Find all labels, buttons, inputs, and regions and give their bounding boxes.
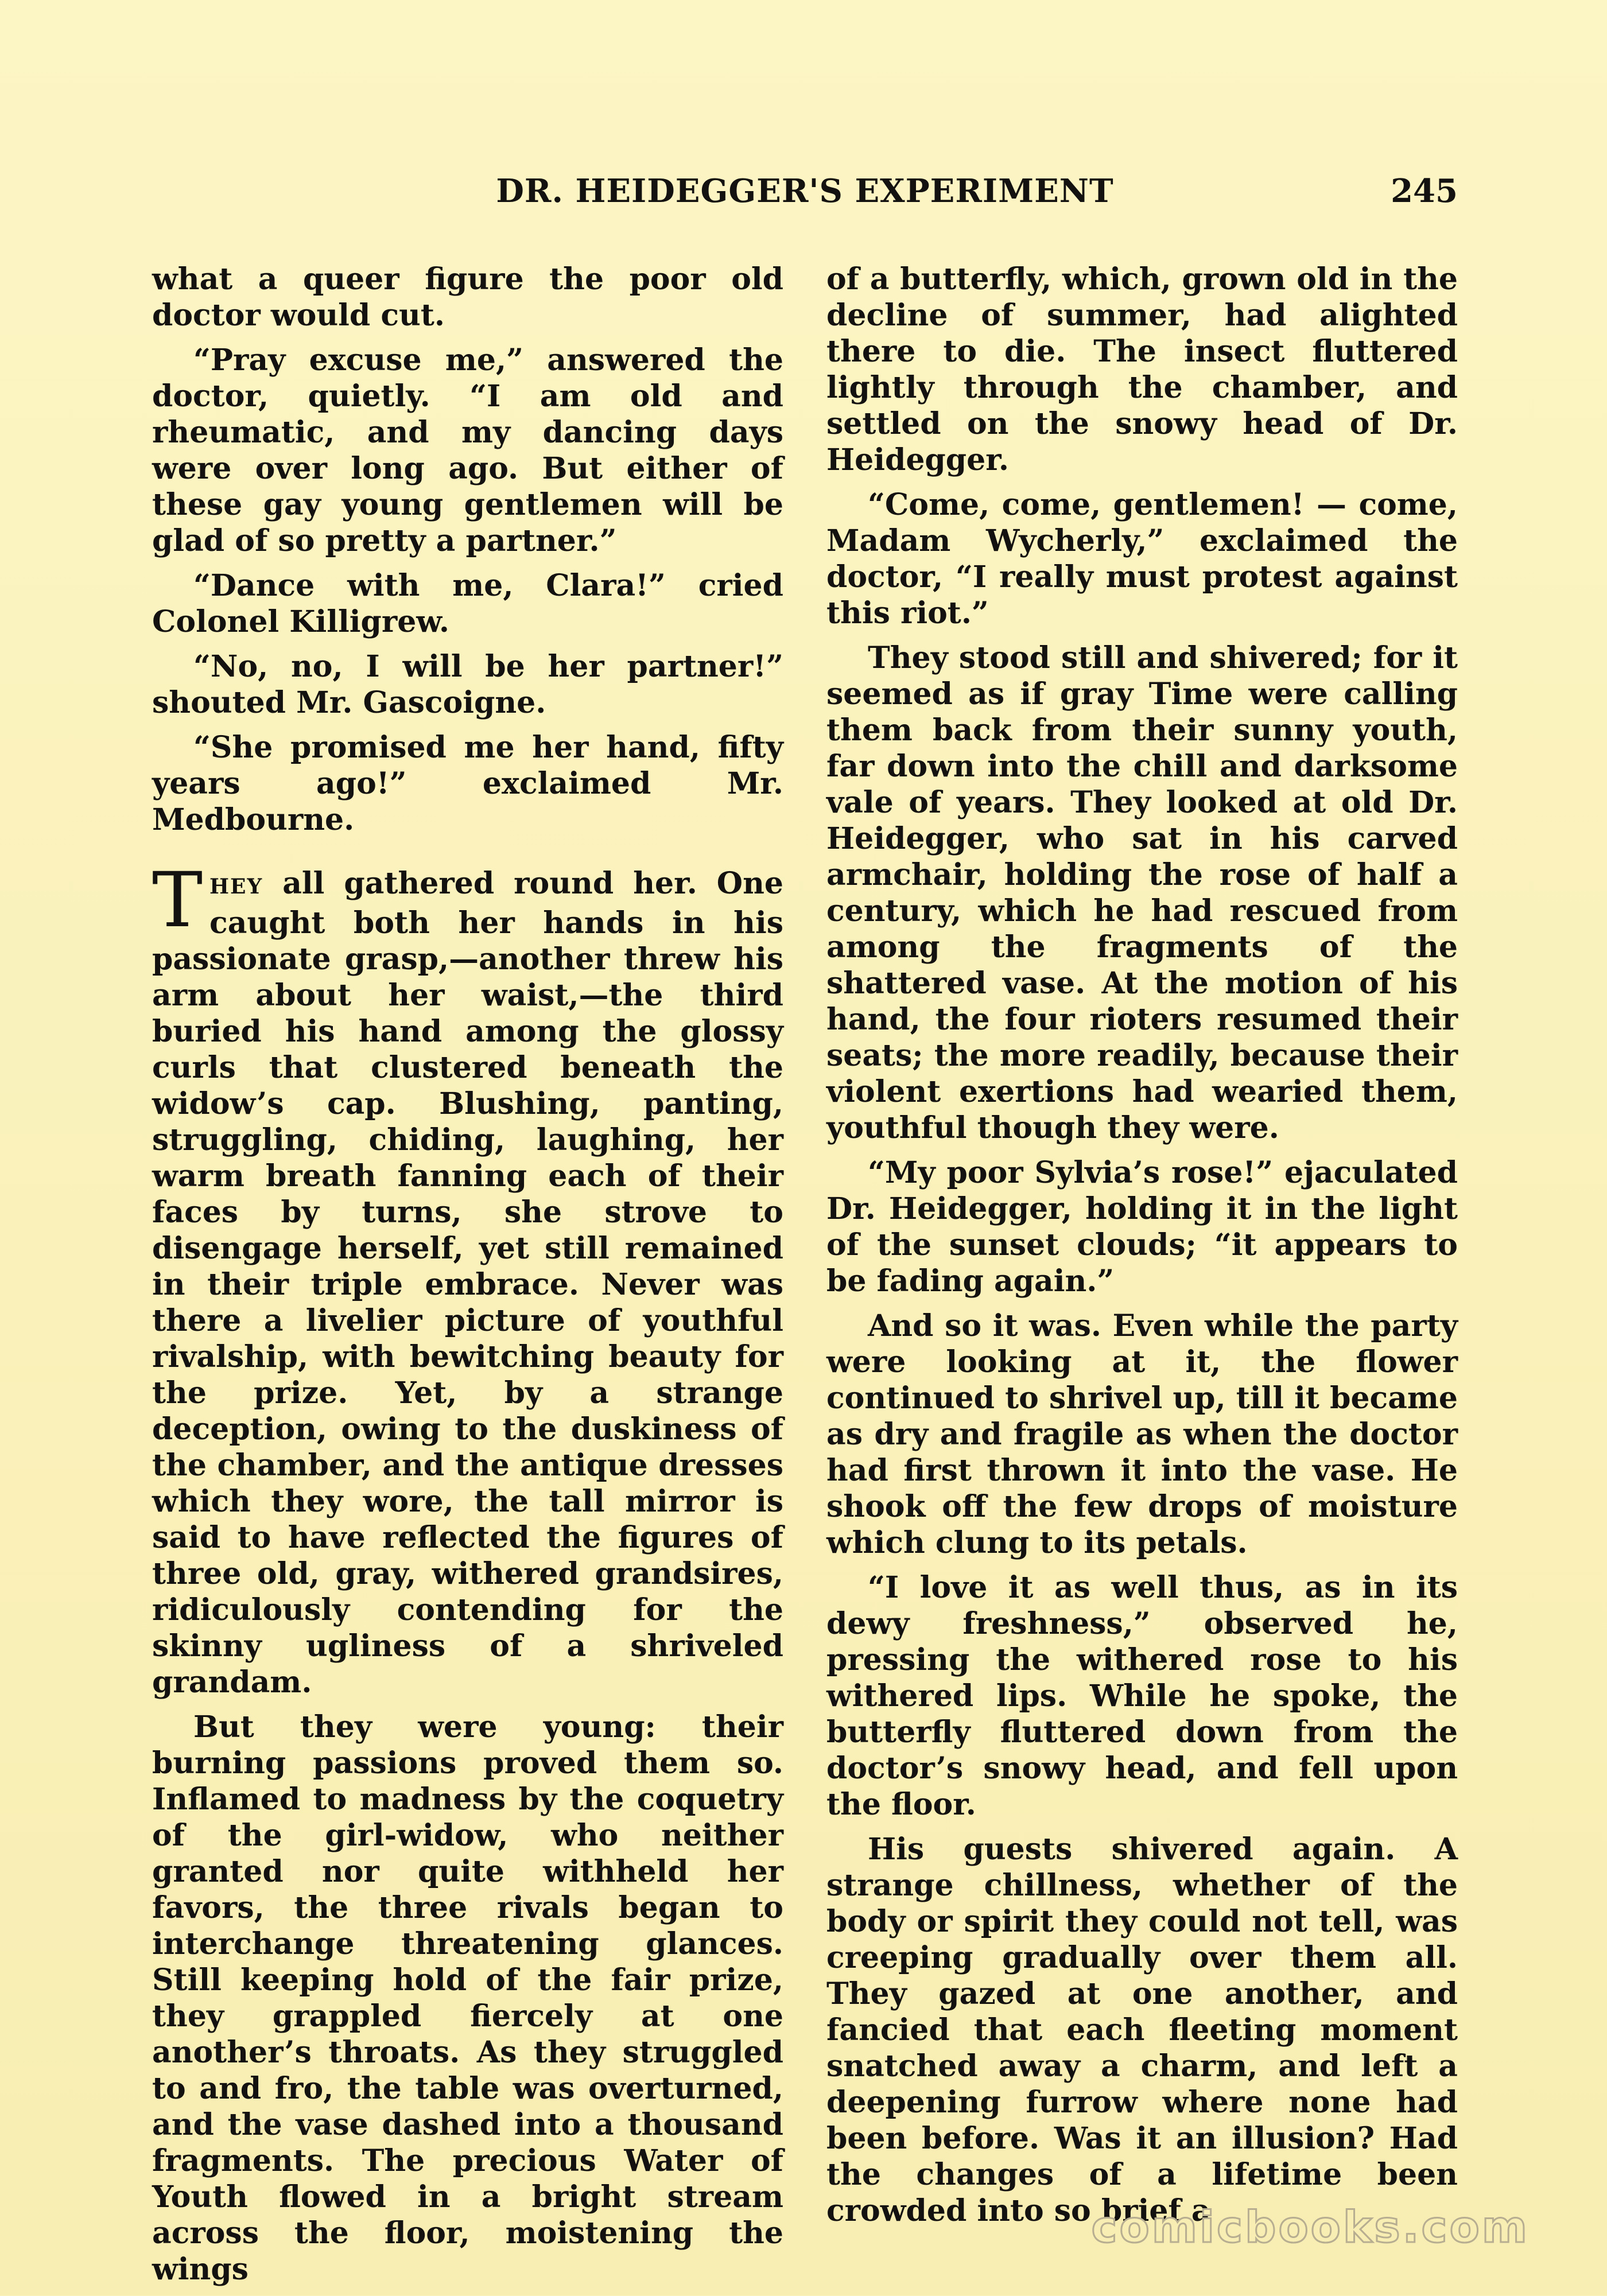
paragraph: His guests shivered again. A strange chillness, whether of the body or spirit they could not tell, was creeping gradually over them all. They gazed at one another, and fancied that each fleeting moment snatched away a charm, and left a deepening furrow where none had been before. Was it an illusion? Had the changes of a lifetime been crowded into so brief a (826, 1832, 1458, 2228)
left-column (152, 261, 783, 2296)
small-caps-lead: HEY (209, 875, 263, 899)
drop-cap: T (152, 856, 203, 945)
right-column (826, 261, 1458, 2237)
running-title: DR. HEIDEGGER'S EXPERIMENT (496, 172, 1114, 210)
paragraph: “Dance with me, Clara!” cried Colonel Killigrew. (152, 568, 783, 639)
paragraph: “My poor Sylvia’s rose!” ejaculated Dr. Heidegger, holding it in the light of the sunset clouds; “it appears to be fading again.” (826, 1155, 1458, 1299)
paragraph: “No, no, I will be her partner!” shouted Mr. Gascoigne. (152, 649, 783, 720)
paragraph-text: all gathered round her. One caught both her hands in his passionate grasp,—another threw his arm about her waist,—the third buried his hand among the glossy curls that clustered beneath the widow’s cap. Blushing, panting, struggling, chiding, laughing, her warm breath fanning each of their faces by turns, she strove to disengage herself, yet still remained in their triple embrace. Never was there a livelier picture of youthful rivalship, with bewitching beauty for the prize. Yet, by a strange deception, owing to the duskiness of the chamber, and the antique dresses which they wore, the tall mirror is said to have reflected the figures of three old, gray, withered grandsires, ridiculously contending for the skinny ugliness of a shriveled grandam. (152, 866, 783, 1700)
watermark: comicbooks.com (1091, 2201, 1530, 2252)
paragraph: “Pray excuse me,” answered the doctor, quietly. “I am old and rheumatic, and my dancing days were over long ago. But either of these gay young gentlemen will be glad of so pretty a partner.” (152, 343, 783, 558)
paragraph: But they were young: their burning passions proved them so. Inflamed to madness by the coquetry of the girl-widow, who neither granted nor quite withheld her favors, the three rivals began to interchange threatening glances. Still keeping hold of the fair prize, they grappled fiercely at one another’s throats. As they struggled to and fro, the table was overturned, and the vase dashed into a thousand fragments. The precious Water of Youth flowed in a bright stream across the floor, moistening the wings (152, 1710, 783, 2287)
paragraph: They stood still and shivered; for it seemed as if gray Time were calling them back from their sunny youth, far down into the chill and darksome vale of years. They looked at old Dr. Heidegger, who sat in his carved armchair, holding the rose of half a century, which he had rescued from among the fragments of the shattered vase. At the motion of his hand, the four rioters resumed their seats; the more readily, because their violent exertions had wearied them, youthful though they were. (826, 640, 1458, 1145)
section-paragraph (152, 856, 783, 1700)
paragraph: “She promised me her hand, fifty years ago!” exclaimed Mr. Medbourne. (152, 730, 783, 837)
paragraph: “Come, come, gentlemen! — come, Madam Wycherly,” exclaimed the doctor, “I really must protest against this riot.” (826, 487, 1458, 631)
paragraph: of a butterfly, which, grown old in the decline of summer, had alighted there to die. The insect fluttered lightly through the chamber, and settled on the snowy head of Dr. Heidegger. (826, 262, 1458, 477)
paragraph: what a queer figure the poor old doctor would cut. (152, 262, 783, 333)
paragraph: “I love it as well thus, as in its dewy freshness,” observed he, pressing the withered rose to his withered lips. While he spoke, the butterfly fluttered down from the doctor’s snowy head, and fell upon the floor. (826, 1570, 1458, 1822)
page-number: 245 (1391, 172, 1458, 210)
running-head (152, 172, 1458, 224)
paragraph: And so it was. Even while the party were looking at it, the flower continued to shrivel up, till it became as dry and fragile as when the doctor had first thrown it into the vase. He shook off the few drops of moisture which clung to its petals. (826, 1308, 1458, 1560)
